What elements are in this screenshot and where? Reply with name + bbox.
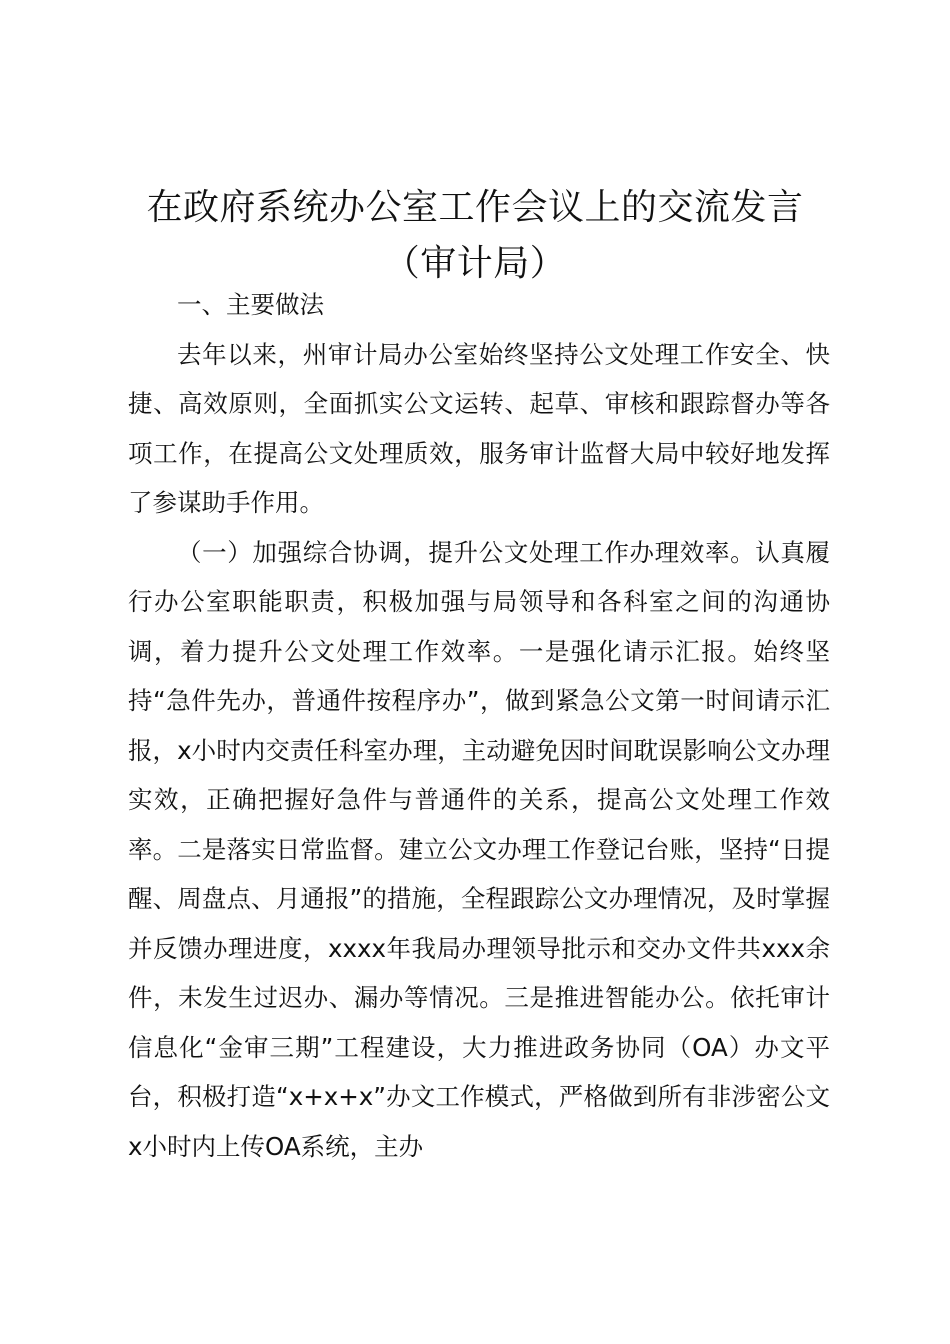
- body-paragraph: 去年以来，州审计局办公室始终坚持公文处理工作安全、快捷、高效原则，全面抓实公文运转、起草、审核和跟踪督办等各项工作，在提高公文处理质效，服务审计监督大局中较好地发挥了参谋助手作用。: [128, 339, 830, 517]
- body-paragraph: （一）加强综合协调，提升公文处理工作办理效率。认真履行办公室职能职责，积极加强与局领导和各科室之间的沟通协调，着力提升公文处理工作效率。一是强化请示汇报。始终坚持“急件先办，普通件按程序办”，做到紧急公文第一时间请示汇报，x小时内交责任科室办理，主动避免因时间耽误影响公文办理实效，正确把握好急件与普通件的关系，提高公文处理工作效率。二是落实日常监督。建立公文办理工作登记台账，坚持“日提醒、周盘点、月通报”的措施，全程跟踪公文办理情况，及时掌握并反馈办理进度，xxxx年我局办理领导批示和交办文件共xxx余件，未发生过迟办、漏办等情况。三是推进智能办公。依托审计信息化“金审三期”工程建设，大力推进政务协同（OA）办文平台，积极打造“x+x+x”办文工作模式，严格做到所有非涉密公文x小时内上传OA系统，主办: [128, 537, 830, 1161]
- section-heading: 一、主要做法: [177, 290, 324, 319]
- document-title: 在政府系统办公室工作会议上的交流发言（审计局）: [146, 187, 804, 284]
- document-body: [128, 280, 830, 1171]
